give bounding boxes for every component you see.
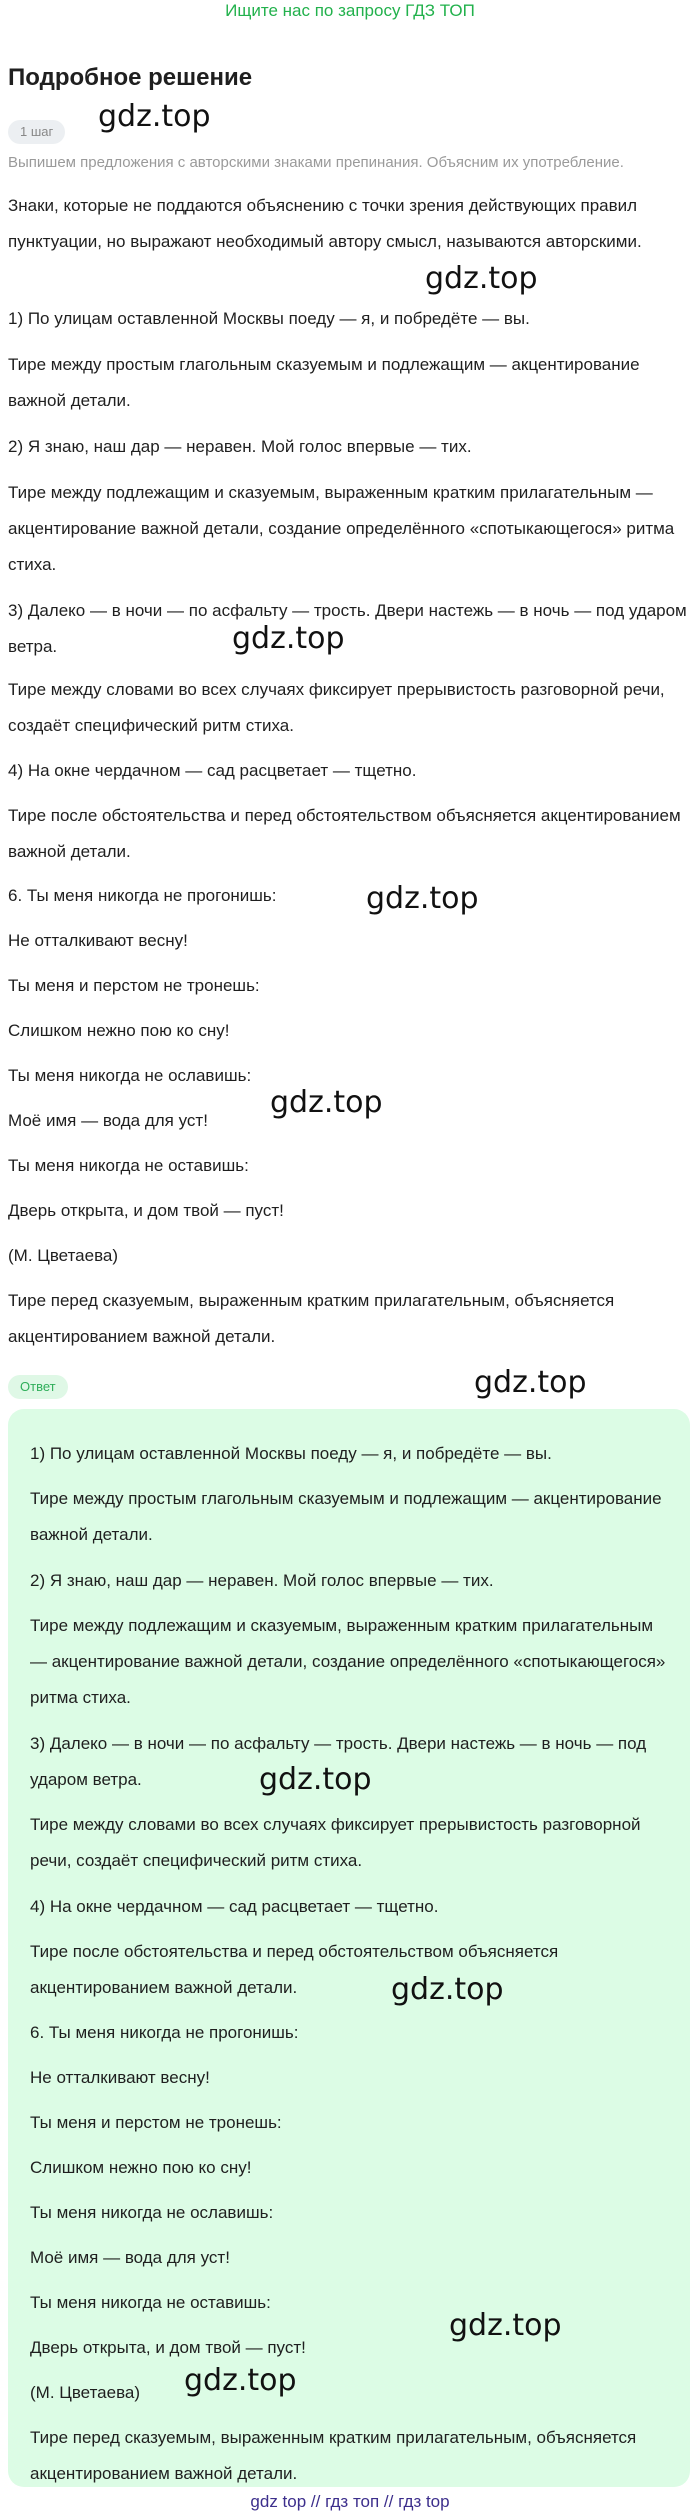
answer-paragraph: Тире между подлежащим и сказуемым, выраженным кратким прилагательным — акцентирование важной детали, создание определённого «спотыкающегося» ритма стиха.	[30, 1616, 666, 1707]
poem-line: Ты меня и перстом не тронешь:	[8, 976, 260, 995]
answer-paragraph: Тире после обстоятельства и перед обстоятельством объясняется акцентированием важной детали.	[30, 1942, 559, 1997]
solution-title: Подробное решение	[8, 64, 253, 91]
poem-line: Слишком нежно пою ко сну!	[8, 1021, 230, 1040]
watermark: gdz.top	[232, 621, 345, 656]
answer-paragraph: 2) Я знаю, наш дар — неравен. Мой голос впервые — тих.	[30, 1571, 494, 1590]
poem-author: (М. Цветаева)	[8, 1246, 119, 1265]
poem-line: Моё имя — вода для уст!	[8, 1111, 208, 1130]
answer-box	[8, 1409, 690, 2487]
solution-paragraph: 3) Далеко — в ночи — по асфальту — трость. Двери настежь — в ночь — под ударом ветра.	[8, 601, 687, 656]
watermark: gdz.top	[98, 99, 211, 134]
task-hint: Выпишем предложения с авторскими знаками препинания. Объясним их употребление.	[8, 154, 624, 171]
poem-author: (М. Цветаева)	[30, 2383, 141, 2402]
watermark: gdz.top	[259, 1762, 372, 1797]
poem-line: Не отталкивают весну!	[8, 931, 188, 950]
poem-line: Ты меня никогда не оставишь:	[30, 2293, 271, 2312]
poem-line: Моё имя — вода для уст!	[30, 2248, 230, 2267]
poem-line: 6. Ты меня никогда не прогонишь:	[8, 886, 277, 905]
poem-line: Ты меня никогда не оставишь:	[8, 1156, 249, 1175]
footer-links: gdz top // гдз топ // гдз top	[250, 2492, 450, 2511]
poem-line: Дверь открыта, и дом твой — пуст!	[8, 1201, 284, 1220]
watermark: gdz.top	[184, 2363, 297, 2398]
answer-paragraph: Тире между простым глагольным сказуемым и подлежащим — акцентирование важной детали.	[30, 1489, 662, 1544]
solution-paragraph: Знаки, которые не поддаются объяснению с точки зрения действующих правил пунктуации, но выражают необходимый автору смысл, называются авторскими.	[8, 196, 642, 251]
answer-paragraph: Тире перед сказуемым, выраженным кратким прилагательным, объясняется акцентированием важной детали.	[30, 2428, 637, 2483]
watermark: gdz.top	[474, 1365, 587, 1400]
poem-line: Дверь открыта, и дом твой — пуст!	[30, 2338, 306, 2357]
solution-paragraph: Тире после обстоятельства и перед обстоятельством объясняется акцентированием важной детали.	[8, 806, 681, 861]
solution-paragraph: 1) По улицам оставленной Москвы поеду — я, и побредёте — вы.	[8, 309, 530, 328]
poem-line: Ты меня никогда не ославишь:	[8, 1066, 252, 1085]
solution-paragraph: Тире между словами во всех случаях фиксирует прерывистость разговорной речи, создаёт специфический ритм стиха.	[8, 680, 665, 735]
solution-paragraph: Тире перед сказуемым, выраженным кратким прилагательным, объясняется акцентированием важной детали.	[8, 1291, 615, 1346]
watermark: gdz.top	[366, 881, 479, 916]
watermark: gdz.top	[449, 2308, 562, 2343]
watermark: gdz.top	[270, 1085, 383, 1120]
solution-paragraph: Тире между простым глагольным сказуемым и подлежащим — акцентирование важной детали.	[8, 355, 640, 410]
solution-paragraph: Тире между подлежащим и сказуемым, выраженным кратким прилагательным — акцентирование важной детали, создание определённого «спотыкающегося» ритма стиха.	[8, 483, 675, 574]
answer-badge: Ответ	[8, 1375, 68, 1399]
watermark: gdz.top	[425, 261, 538, 296]
solution-paragraph: 4) На окне чердачном — сад расцветает — тщетно.	[8, 761, 417, 780]
search-hint-link[interactable]: Ищите нас по запросу ГДЗ ТОП	[225, 1, 475, 20]
answer-paragraph: 1) По улицам оставленной Москвы поеду — я, и побредёте — вы.	[30, 1444, 552, 1463]
answer-paragraph: 3) Далеко — в ночи — по асфальту — трость. Двери настежь — в ночь — под ударом ветра.	[30, 1734, 647, 1789]
answer-paragraph: Тире между словами во всех случаях фиксирует прерывистость разговорной речи, создаёт специфический ритм стиха.	[30, 1815, 641, 1870]
solution-paragraph: 2) Я знаю, наш дар — неравен. Мой голос впервые — тих.	[8, 437, 472, 456]
poem-line: Не отталкивают весну!	[30, 2068, 210, 2087]
poem-line: Ты меня никогда не ославишь:	[30, 2203, 274, 2222]
answer-paragraph: 4) На окне чердачном — сад расцветает — тщетно.	[30, 1897, 439, 1916]
watermark: gdz.top	[391, 1972, 504, 2007]
poem-line: Ты меня и перстом не тронешь:	[30, 2113, 282, 2132]
poem-line: Слишком нежно пою ко сну!	[30, 2158, 252, 2177]
poem-line: 6. Ты меня никогда не прогонишь:	[30, 2023, 299, 2042]
step-badge: 1 шаг	[8, 120, 65, 144]
